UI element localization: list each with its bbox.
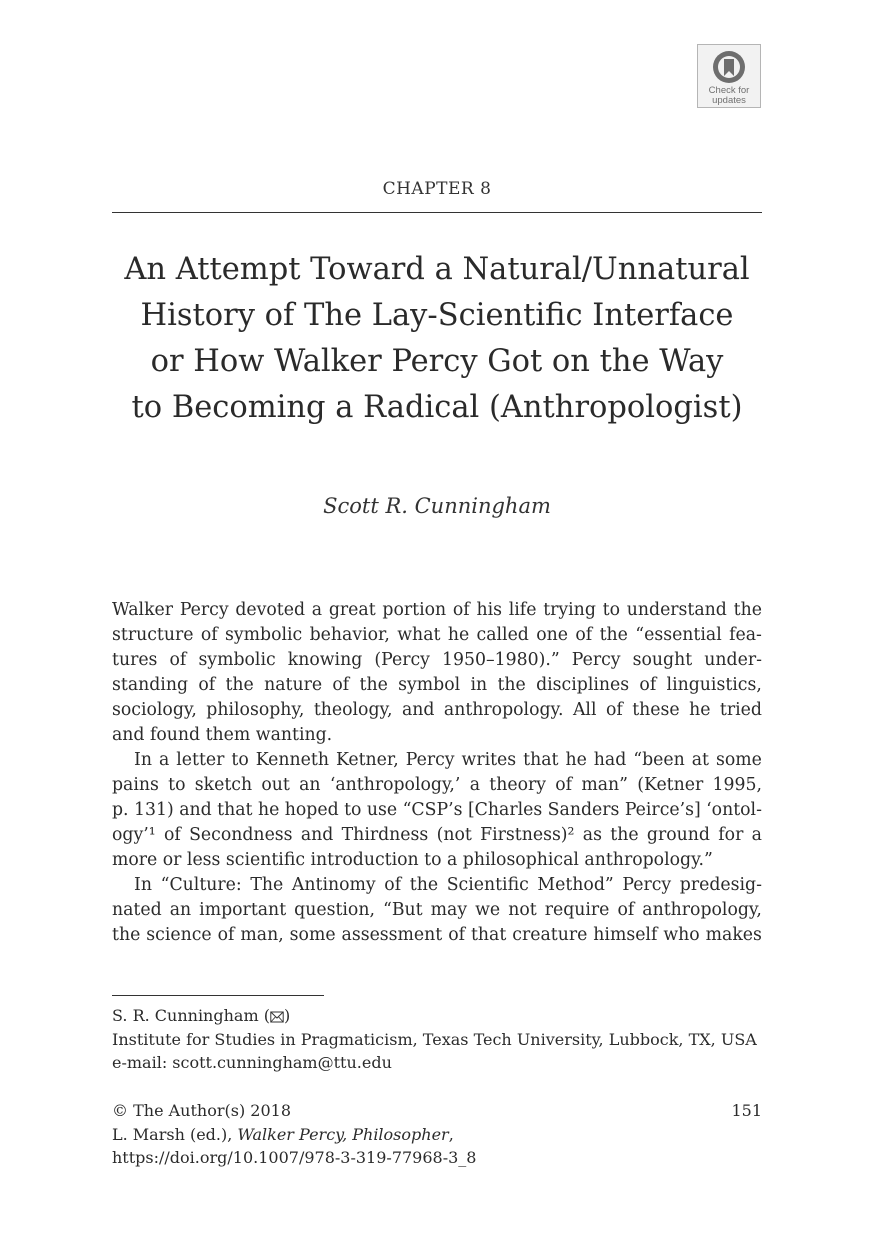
body-line — [112, 923, 762, 948]
body-word: to — [168, 775, 186, 795]
body-word: great — [328, 600, 376, 620]
body-word: ‘anthropology,’ — [329, 775, 461, 795]
body-word: the — [599, 625, 628, 645]
body-word: man” — [581, 775, 628, 795]
body-word: himself — [593, 925, 658, 945]
body-word: require — [544, 900, 610, 920]
body-word: nature — [264, 675, 323, 695]
body-word: knowing — [287, 650, 363, 670]
body-word: disciplines — [536, 675, 630, 695]
body-line — [112, 823, 762, 848]
body-word: In — [134, 750, 152, 770]
body-word: understand — [626, 600, 727, 620]
body-word: standing — [112, 675, 189, 695]
body-word: Firstness)² — [480, 825, 575, 845]
body-word: (not — [436, 825, 472, 845]
affiliation-institution: Institute for Studies in Pragmaticism, Texas Tech University, Lubbock, TX, USA — [112, 1029, 757, 1049]
body-word: man, — [240, 925, 284, 945]
body-word: 1950–1980).” — [442, 650, 560, 670]
body-word: that — [523, 750, 559, 770]
body-word: anthropology, — [642, 900, 762, 920]
body-word: of — [163, 825, 181, 845]
body-word: theory — [489, 775, 546, 795]
body-word: symbol — [398, 675, 461, 695]
body-line — [112, 898, 762, 923]
author-name: Scott R. Cunningham — [323, 494, 551, 518]
title-line: An Attempt Toward a Natural/Unnatural — [124, 252, 750, 287]
affiliation-email[interactable]: e-mail: scott.cunningham@ttu.edu — [112, 1053, 392, 1072]
body-word: structure — [112, 625, 194, 645]
body-word: ground — [646, 825, 710, 845]
body-word: In — [134, 875, 152, 895]
body-line — [112, 798, 762, 823]
title-line: or How Walker Percy Got on the Way — [150, 344, 724, 379]
body-word: of — [639, 675, 657, 695]
body-line — [112, 673, 762, 698]
body-word: The — [250, 875, 284, 895]
body-word: some — [715, 750, 762, 770]
body-word: one — [536, 625, 569, 645]
body-word: for — [718, 825, 744, 845]
book-title: Walker Percy, Philosopher — [237, 1124, 449, 1144]
body-word: as — [582, 825, 602, 845]
body-line-text: more or less scientific introduction to a philosophical anthropology.” — [112, 850, 713, 870]
body-word: makes — [705, 925, 762, 945]
body-word: Percy — [622, 875, 672, 895]
body-word: devoted — [235, 600, 306, 620]
body-line — [112, 723, 762, 748]
affiliation-name-line — [112, 1004, 762, 1028]
body-word: science — [146, 925, 212, 945]
body-word: of — [200, 625, 218, 645]
body-word: predesig- — [679, 875, 762, 895]
body-word: what — [397, 625, 441, 645]
body-word: these — [632, 700, 680, 720]
body-word: 1995, — [712, 775, 762, 795]
body-word: (Percy — [374, 650, 430, 670]
badge-label-1: Check for — [708, 85, 750, 96]
body-word: ogy’¹ — [112, 825, 156, 845]
body-word: sketch — [194, 775, 253, 795]
body-word: the — [225, 675, 254, 695]
body-word: the — [359, 675, 388, 695]
body-word: he — [565, 750, 587, 770]
body-word: “essential — [635, 625, 722, 645]
affiliation-name: S. R. Cunningham ( — [112, 1006, 270, 1025]
body-line — [112, 648, 762, 673]
body-word: of — [617, 900, 635, 920]
body-word: “CSP’s — [402, 800, 463, 820]
body-line-text: and found them wanting. — [112, 725, 333, 745]
bookmark-icon — [711, 49, 747, 85]
body-word: writes — [461, 750, 517, 770]
body-word: theology, — [313, 700, 393, 720]
body-word: who — [663, 925, 700, 945]
body-word: (Ketner — [637, 775, 704, 795]
body-word: the — [112, 925, 141, 945]
body-word: Ketner, — [335, 750, 399, 770]
body-line — [112, 873, 762, 898]
body-word: Percy — [405, 750, 455, 770]
body-word: that — [470, 925, 507, 945]
body-word: of — [555, 775, 573, 795]
body-word: Antinomy — [291, 875, 376, 895]
copyright: © The Author(s) 2018 — [112, 1101, 291, 1120]
body-word: and — [300, 825, 334, 845]
body-word: some — [289, 925, 336, 945]
body-word: a — [158, 750, 170, 770]
body-word: under- — [704, 650, 762, 670]
body-word: in — [470, 675, 488, 695]
footnote-divider — [112, 995, 324, 996]
body-word: to — [231, 750, 249, 770]
title-line: to Becoming a Radical (Anthropologist) — [131, 390, 743, 425]
body-word: symbolic — [198, 650, 276, 670]
body-word: called — [476, 625, 529, 645]
body-word: of — [332, 675, 350, 695]
chapter-label: CHAPTER 8 — [382, 179, 492, 199]
body-word: of — [575, 625, 593, 645]
body-word: “been — [633, 750, 685, 770]
body-word: fea- — [729, 625, 762, 645]
body-word: of — [448, 925, 466, 945]
body-word: of — [452, 600, 470, 620]
body-word: of — [605, 700, 623, 720]
body-word: may — [430, 900, 468, 920]
body-word: pains — [112, 775, 159, 795]
body-line — [112, 773, 762, 798]
body-word: the — [409, 875, 439, 895]
body-word: the — [733, 600, 762, 620]
body-word: an — [169, 900, 192, 920]
body-word: he — [689, 700, 711, 720]
body-word: the — [497, 675, 526, 695]
body-word: Scientific — [446, 875, 529, 895]
body-word: portion — [382, 600, 447, 620]
envelope-icon — [270, 1011, 284, 1023]
body-word: sought — [632, 650, 693, 670]
body-word: behavior, — [309, 625, 390, 645]
title-line: History of The Lay-Scientific Interface — [140, 298, 734, 333]
body-word: use — [366, 800, 398, 820]
body-word: of — [169, 650, 187, 670]
body-word: letter — [176, 750, 225, 770]
body-word: Percy — [571, 650, 621, 670]
body-word: to — [602, 600, 620, 620]
body-word: hoped — [284, 800, 339, 820]
book-citation — [112, 1123, 762, 1147]
chapter-title — [112, 247, 762, 431]
body-word: Secondness — [189, 825, 293, 845]
body-word: Method” — [537, 875, 614, 895]
body-word: All — [572, 700, 597, 720]
body-line — [112, 598, 762, 623]
body-word: the — [610, 825, 639, 845]
body-word: of — [217, 925, 235, 945]
body-word: sociology, — [112, 700, 197, 720]
body-word: linguistics, — [666, 675, 762, 695]
body-word: he — [257, 800, 280, 820]
body-word: a — [469, 775, 480, 795]
body-word: 131) — [134, 800, 174, 820]
body-word: of — [384, 875, 402, 895]
publication-info — [112, 1099, 762, 1170]
body-word: question, — [294, 900, 375, 920]
body-word: [Charles — [467, 800, 543, 820]
body-line — [112, 848, 762, 873]
body-word: his — [476, 600, 502, 620]
body-word: Kenneth — [255, 750, 329, 770]
body-word: assessment — [341, 925, 443, 945]
check-for-updates-badge[interactable] — [697, 44, 761, 108]
body-word: he — [447, 625, 470, 645]
body-word: philosophy, — [206, 700, 305, 720]
body-word: of — [198, 675, 216, 695]
body-word: anthropology. — [443, 700, 564, 720]
body-word: to — [344, 800, 362, 820]
body-word: Walker — [112, 600, 174, 620]
body-word: important — [199, 900, 287, 920]
body-word: “But — [383, 900, 423, 920]
author-affiliation — [112, 1004, 762, 1075]
badge-label-2: updates — [712, 95, 746, 106]
body-word: a — [311, 600, 323, 620]
body-word: we — [475, 900, 501, 920]
body-word: and — [179, 800, 212, 820]
affiliation-name-close: ) — [283, 1006, 291, 1025]
body-word: at — [691, 750, 709, 770]
body-word: “Culture: — [160, 875, 242, 895]
chapter-divider — [112, 212, 762, 213]
body-word: an — [299, 775, 321, 795]
body-word: not — [508, 900, 537, 920]
body-word: trying — [543, 600, 596, 620]
page-number: 151 — [731, 1101, 762, 1120]
body-line — [112, 698, 762, 723]
book-title-suffix: , — [448, 1124, 454, 1144]
body-word: tures — [112, 650, 158, 670]
body-word: symbolic — [225, 625, 303, 645]
body-word: p. — [112, 800, 129, 820]
body-word: Peirce’s] — [624, 800, 701, 820]
body-line — [112, 623, 762, 648]
body-word: had — [593, 750, 627, 770]
body-word: a — [751, 825, 762, 845]
body-word: Thirdness — [341, 825, 429, 845]
body-word: Percy — [179, 600, 229, 620]
body-line — [112, 748, 762, 773]
body-word: ‘ontol- — [706, 800, 762, 820]
body-word: life — [508, 600, 537, 620]
body-text — [112, 598, 762, 948]
body-word: tried — [719, 700, 762, 720]
body-word: that — [217, 800, 253, 820]
body-word: and — [401, 700, 435, 720]
body-word: Sanders — [547, 800, 620, 820]
book-editor: L. Marsh (ed.), — [112, 1124, 238, 1144]
body-word: creature — [512, 925, 588, 945]
body-word: nated — [112, 900, 162, 920]
doi-link[interactable]: https://doi.org/10.1007/978-3-319-77968-3_8 — [112, 1148, 477, 1167]
body-word: out — [261, 775, 290, 795]
